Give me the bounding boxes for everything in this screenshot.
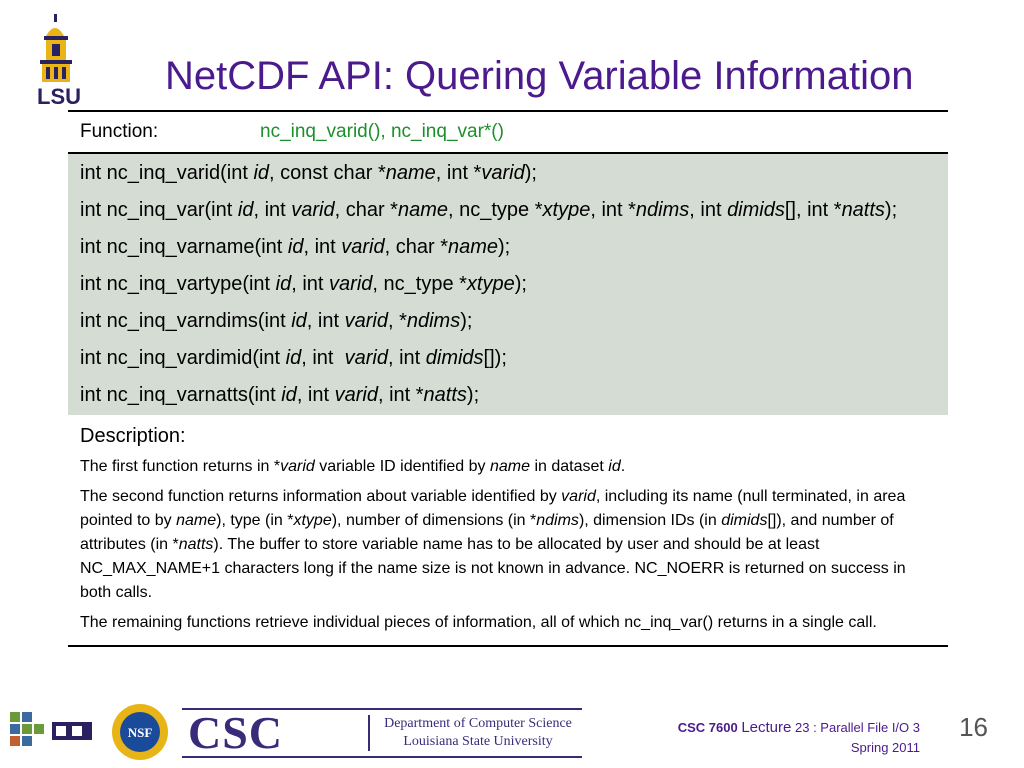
signature-varid: int nc_inq_varid(int id, const char *name, int *varid); <box>80 162 537 184</box>
description-paragraph: The first function returns in *varid variable ID identified by name in dataset id. <box>80 458 626 475</box>
signature-vartype: int nc_inq_vartype(int id, int varid, nc_type *xtype); <box>80 273 527 295</box>
function-row <box>68 112 948 152</box>
signature-vardimid: int nc_inq_vardimid(int id, int varid, int dimids[]); <box>80 347 507 369</box>
term: Spring 2011 <box>850 740 920 755</box>
description-paragraph: The remaining functions retrieve individual pieces of information, all of which nc_inq_var() returns in a single call. <box>80 614 877 631</box>
lecture-word: Lecture <box>741 719 792 736</box>
description-label: Description: <box>80 425 186 447</box>
course-code: CSC 7600 <box>677 720 738 735</box>
svg-text:LSU: LSU <box>37 84 81 106</box>
description-block <box>68 415 948 645</box>
api-table <box>68 110 948 647</box>
page-number: 16 <box>959 712 988 742</box>
signature-varndims: int nc_inq_varndims(int id, int varid, *ndims); <box>80 310 473 332</box>
signature-var: int nc_inq_var(int id, int varid, char *name, nc_type *xtype, int *ndims, int dimids[], int *natts); <box>80 199 898 221</box>
signature-block <box>68 154 948 415</box>
lsu-logo <box>26 14 92 106</box>
lecture-title: 23 : Parallel File I/O 3 <box>795 720 920 735</box>
function-label: Function: <box>80 121 159 142</box>
function-value: nc_inq_varid(), nc_inq_var*() <box>260 121 504 142</box>
signature-varnatts: int nc_inq_varnatts(int id, int varid, int *natts); <box>80 384 480 406</box>
cct-logo <box>10 708 96 756</box>
footer-lecture-info <box>678 718 920 758</box>
department-name: Department of Computer Science Louisiana State University <box>368 715 578 751</box>
nsf-logo <box>110 702 170 762</box>
slide-title: NetCDF API: Quering Variable Information <box>165 54 914 98</box>
signature-varname: int nc_inq_varname(int id, int varid, char *name); <box>80 236 511 258</box>
footer-logos <box>6 702 586 764</box>
description-paragraph: The second function returns information about variable identified by varid, including its name (null terminated, in area pointed to by name), type (in *xtype), number of dimensions (in *ndims), dimension IDs (in dimids[]), and number of attributes (in *natts). The buffer to store variable name has to be allocated by user and should be at least NC_MAX_NAME+1 characters long if the name size is not known in advance. NC_NOERR is returned on success in both calls. <box>80 488 906 601</box>
csc-logo <box>182 708 582 758</box>
divider <box>68 645 948 647</box>
csc-logo-text: CSC <box>188 707 284 758</box>
svg-text:NSF: NSF <box>127 725 153 740</box>
